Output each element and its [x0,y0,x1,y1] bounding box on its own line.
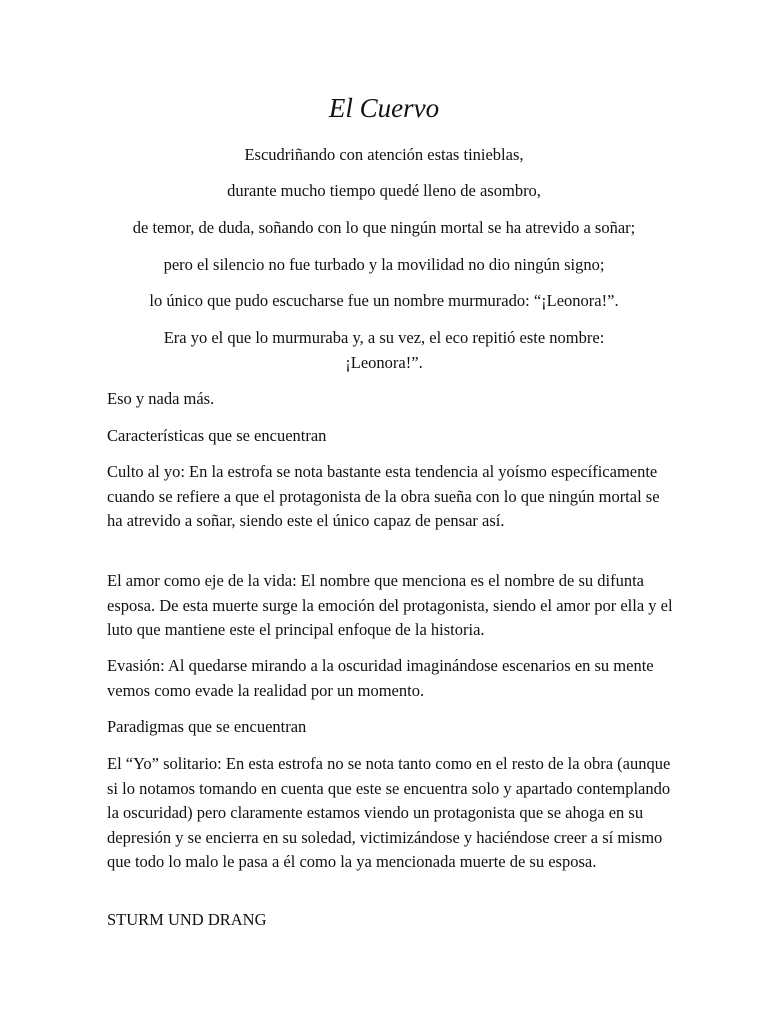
paragraph: El amor como eje de la vida: El nombre que menciona es el nombre de su difunta esposa. De esta muerte surge la emoción del protagonista, siendo el amor por ella y el luto que mantiene este el principal enfoque de la historia. [107,571,673,639]
verse-line: pero el silencio no fue turbado y la movilidad no dio ningún signo; [163,255,605,274]
verse-line: Era yo el que lo murmuraba y, a su vez, el eco repitió este nombre: [163,328,605,347]
section-heading: Características que se encuentran [107,426,327,445]
section-heading: STURM UND DRANG [107,910,267,929]
paragraph: Evasión: Al quedarse mirando a la oscuridad imaginándose escenarios en su mente vemos como evade la realidad por un momento. [107,656,654,700]
verse-line: Escudriñando con atención estas tinieblas, [244,145,524,164]
verse-line: ¡Leonora!”. [345,353,423,372]
paragraph: Culto al yo: En la estrofa se nota bastante esta tendencia al yoísmo específicamente cuando se refiere a que el protagonista de la obra sueña con lo que ningún mortal se ha atrevido a soñar, siendo este el único capaz de pensar así. [107,462,660,530]
document-title: El Cuervo [328,93,440,123]
verse-line: de temor, de duda, soñando con lo que ningún mortal se ha atrevido a soñar; [132,218,636,237]
paragraph: Eso y nada más. [107,389,215,408]
verse-line: durante mucho tiempo quedé lleno de asombro, [227,181,541,200]
verse-line: lo único que pudo escucharse fue un nombre murmurado: “¡Leonora!”. [149,291,619,310]
paragraph: El “Yo” solitario: En esta estrofa no se nota tanto como en el resto de la obra (aunque si lo notamos tomando en cuenta que este se encuentra solo y apartado contemplando la oscuridad) pero claramente estamos viendo un protagonista que se ahoga en su depresión y se encierra en su soledad, victimizándose y haciéndose creer a sí mismo que todo lo malo le pasa a él como la ya mencionada muerte de su esposa. [107,754,671,871]
section-heading: Paradigmas que se encuentran [107,717,307,736]
